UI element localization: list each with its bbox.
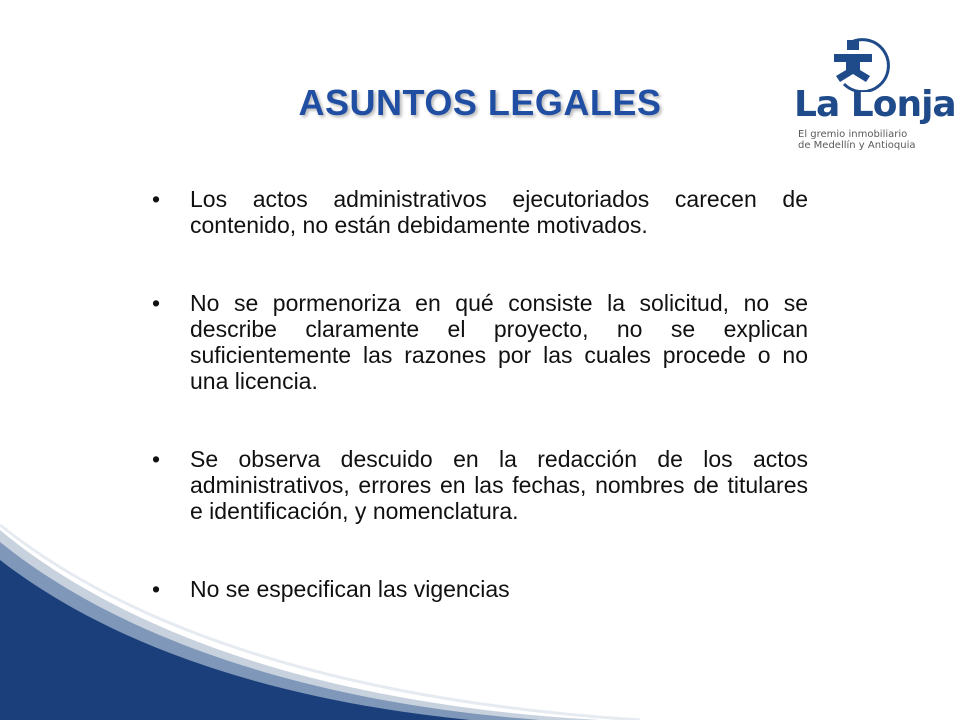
la-lonja-logo bbox=[786, 32, 956, 152]
slide-title: ASUNTOS LEGALES bbox=[298, 82, 662, 123]
la-lonja-emblem-icon bbox=[786, 32, 936, 92]
list-item bbox=[152, 576, 808, 602]
bullet-text: Se observa descuido en la redacción de los actos administrativos, errores en las fechas, nombres de titulares e identificación, y nomenclatura. bbox=[190, 446, 808, 524]
bullet-list bbox=[152, 186, 808, 654]
list-item bbox=[152, 186, 808, 238]
bullet-text: No se especifican las vigencias bbox=[190, 576, 510, 602]
list-item bbox=[152, 290, 808, 394]
list-item bbox=[152, 446, 808, 524]
logo-tagline: El gremio inmobiliario de Medellín y Antioquia bbox=[798, 129, 916, 151]
bullet-marker: • bbox=[152, 186, 161, 212]
bullet-marker: • bbox=[152, 290, 161, 316]
logo-name: La Lonja bbox=[794, 84, 956, 125]
bullet-text: No se pormenoriza en qué consiste la solicitud, no se describe claramente el proyecto, no se explican suficientemente las razones por las cuales procede o no una licencia. bbox=[190, 290, 808, 394]
bullet-text: Los actos administrativos ejecutoriados carecen de contenido, no están debidamente motivados. bbox=[190, 186, 808, 238]
bullet-marker: • bbox=[152, 446, 161, 472]
bullet-marker: • bbox=[152, 576, 161, 602]
